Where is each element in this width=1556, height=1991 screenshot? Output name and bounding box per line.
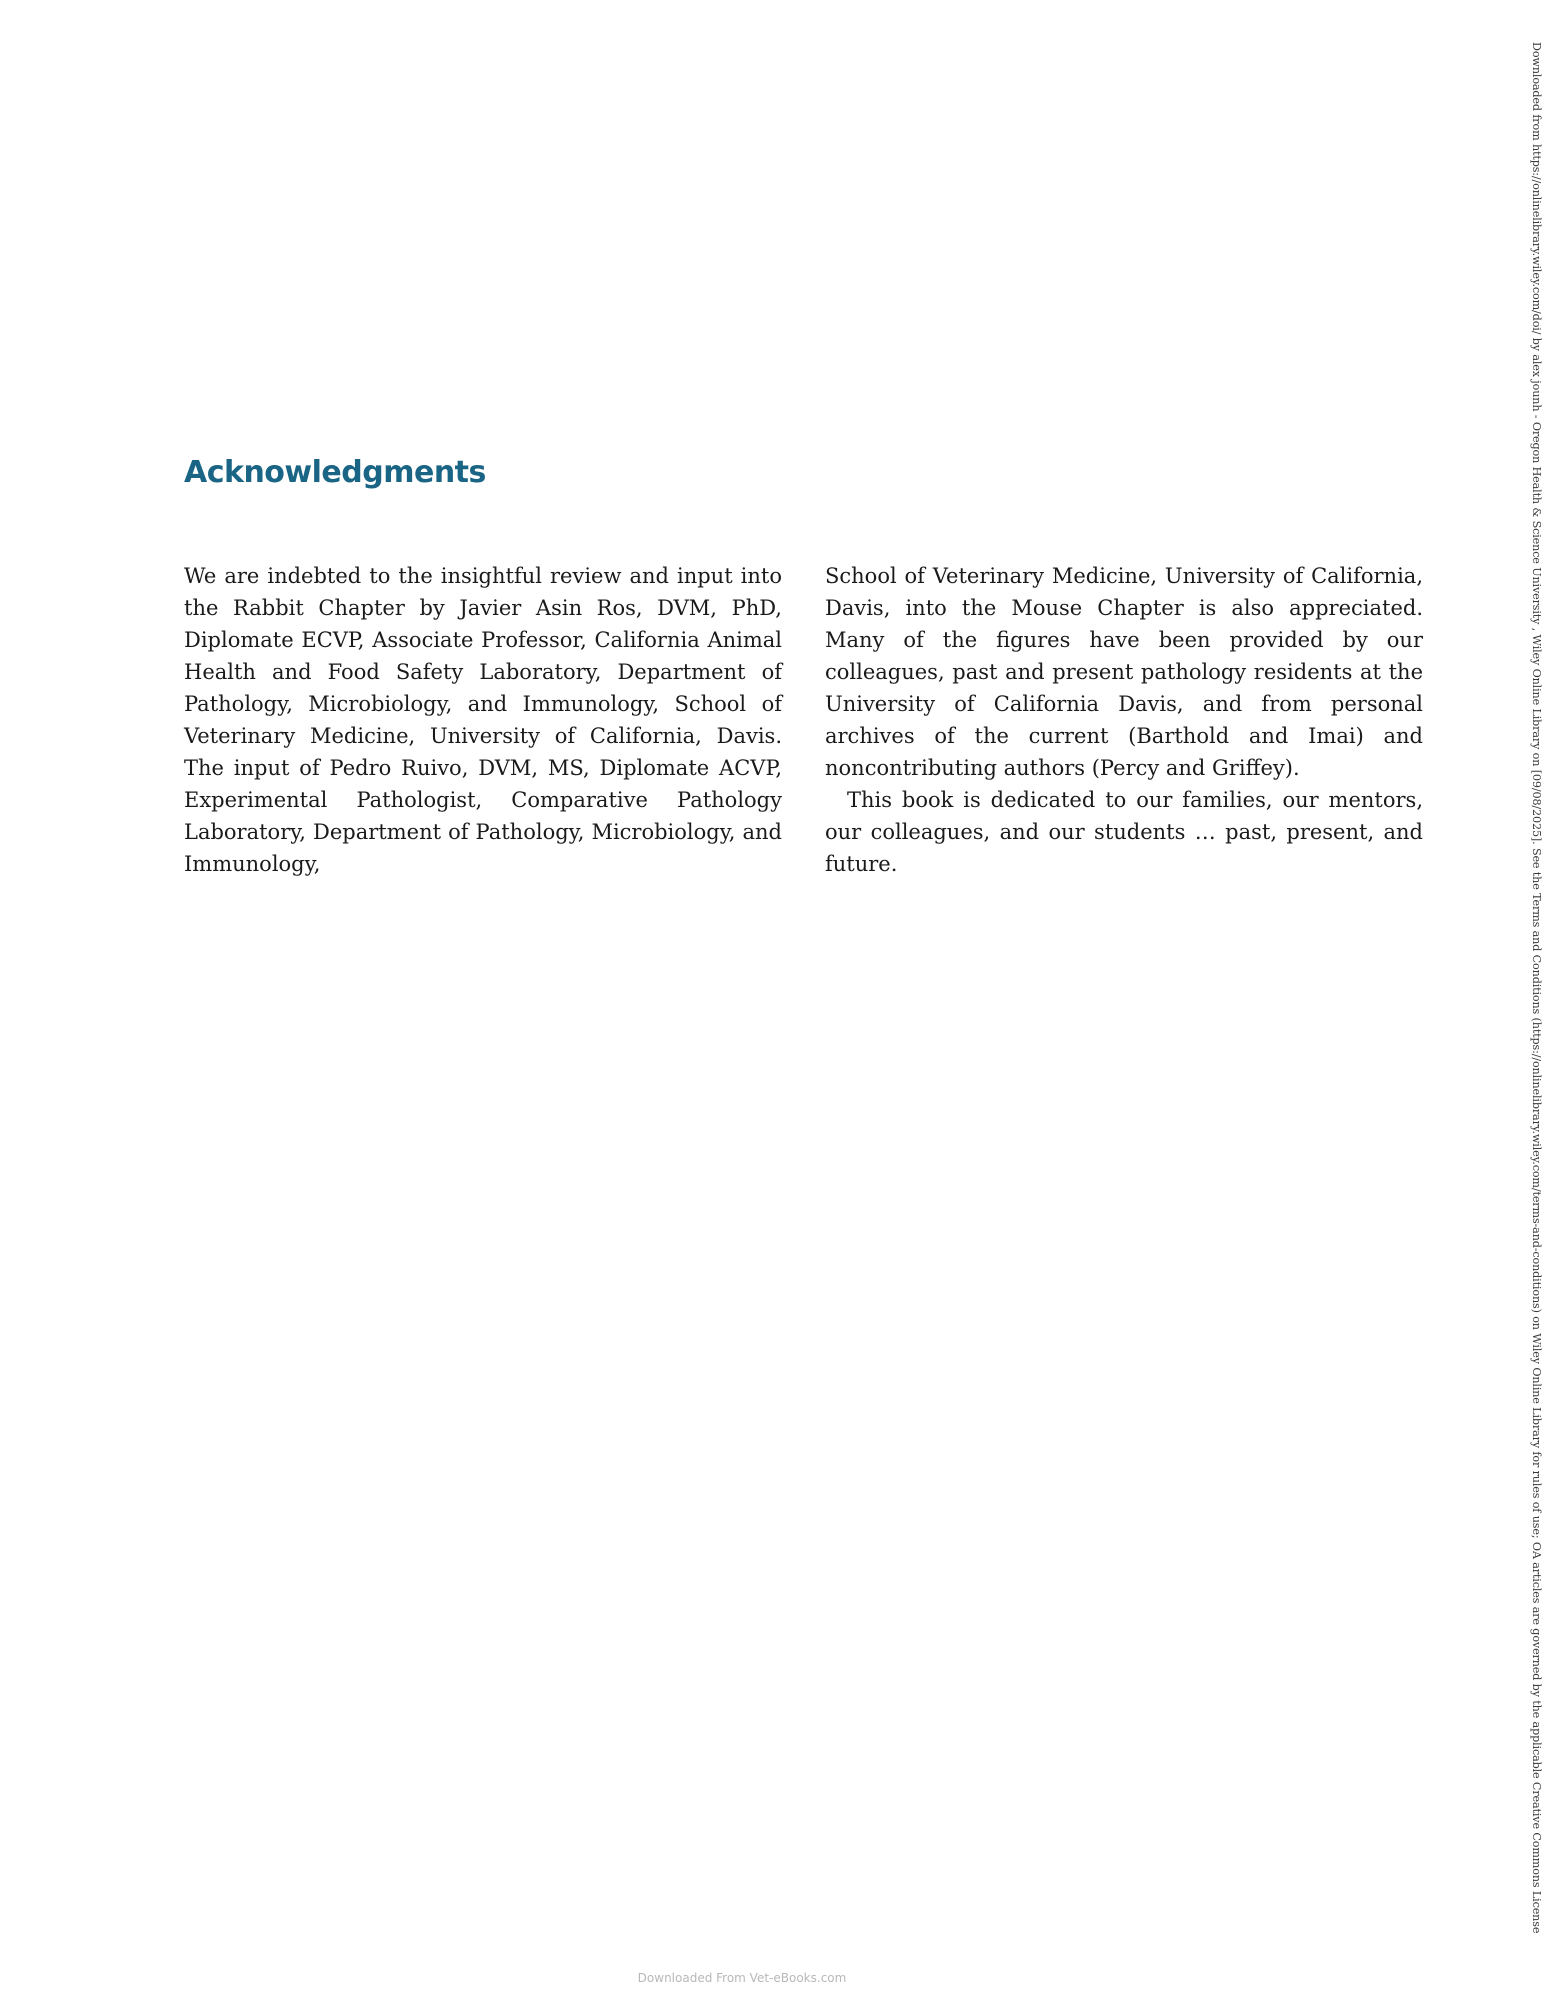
dedication-paragraph: This book is dedicated to our families, our mentors, our colleagues, and our students … past, present, and future. <box>825 788 1423 876</box>
left-column <box>184 560 782 880</box>
acknowledgment-paragraph-continued: School of Veterinary Medicine, University of California, Davis, into the Mouse Chapter is also appreciated. Many of the figures have been provided by our colleagues, past and present pathology residents at the University of California Davis, and from personal archives of the current (Barthold and Imai) and noncontributing authors (Percy and Griffey). <box>825 564 1423 780</box>
footer-watermark: Downloaded From Vet-eBooks.com <box>637 1971 847 1985</box>
acknowledgment-paragraph: We are indebted to the insightful review and input into the Rabbit Chapter by Javier Asin Ros, DVM, PhD, Diplomate ECVP, Associate Professor, California Animal Health and Food Safety Laboratory, Department of Pathology, Microbiology, and Immunology, School of Veterinary Medicine, University of California, Davis. The input of Pedro Ruivo, DVM, MS, Diplomate ACVP, Experimental Pathologist, Comparative Pathology Laboratory, Department of Pathology, Microbiology, and Immunology, <box>184 564 782 876</box>
page-title: Acknowledgments <box>184 455 486 490</box>
download-notice-vertical: Downloaded from https://onlinelibrary.wiley.com/doi/ by alex jounh - Oregon Health & Science University , Wiley Online Library on [09/08/2025]. See the Terms and Conditions (https://onlinelibrary.wiley.com/terms-and-conditions) on Wiley Online Library for rules of use; OA articles are governed by the applicable Creative Commons License <box>1530 42 1543 1934</box>
right-column <box>825 560 1423 880</box>
